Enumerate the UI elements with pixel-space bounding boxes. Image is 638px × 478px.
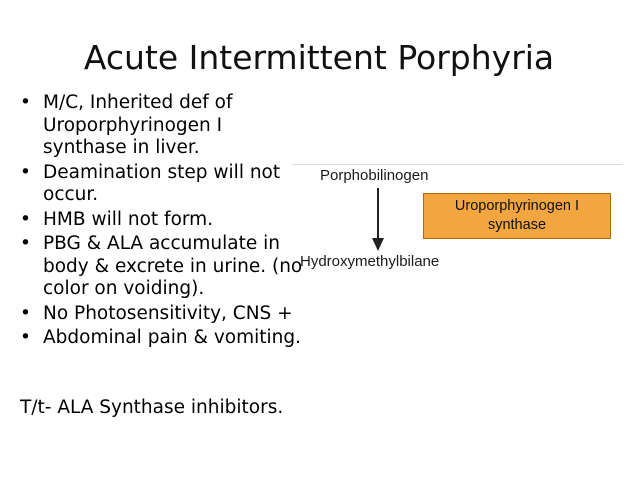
enzyme-box <box>423 193 611 239</box>
diagram-divider <box>292 164 622 165</box>
product-label: Hydroxymethylbilane <box>300 253 440 270</box>
bullet-line: Deamination step will not <box>43 161 281 183</box>
down-arrow-icon <box>370 188 386 252</box>
bullet-line: occur. <box>43 184 99 205</box>
treatment-line: T/t- ALA Synthase inhibitors. <box>20 397 284 418</box>
bullet-icon: • <box>20 302 31 324</box>
bullet-line: No Photosensitivity, CNS + <box>43 302 293 324</box>
bullet-item <box>20 209 320 232</box>
bullet-icon: • <box>20 327 31 348</box>
bullet-item <box>20 233 320 301</box>
substrate-label: Porphobilinogen <box>320 167 429 184</box>
enzyme-label-line: Uroporphyrinogen I <box>454 198 580 214</box>
enzyme-label-line: synthase <box>487 217 547 233</box>
bullet-line: Abdominal pain & vomiting. <box>43 327 302 348</box>
bullet-icon: • <box>20 161 31 183</box>
bullet-line: body & excrete in urine. (no <box>43 255 303 277</box>
bullet-line: M/C, Inherited def of <box>43 92 233 113</box>
bullet-line: color on voiding). <box>43 278 205 299</box>
bullet-line: Uroporphyrinogen I <box>43 114 223 136</box>
bullet-icon: • <box>20 92 31 113</box>
bullet-item <box>20 327 320 350</box>
bullet-line: PBG & ALA accumulate in <box>43 233 280 254</box>
pathway-diagram <box>292 158 624 278</box>
slide-title: Acute Intermittent Porphyria <box>83 38 555 77</box>
bullet-item <box>20 162 320 207</box>
bullet-icon: • <box>20 208 31 230</box>
bullet-item <box>20 92 320 160</box>
bullet-line: HMB will not form. <box>43 208 214 230</box>
bullet-line: synthase in liver. <box>43 137 200 158</box>
bullet-icon: • <box>20 233 31 254</box>
bullet-list <box>20 92 320 352</box>
bullet-item <box>20 303 320 326</box>
